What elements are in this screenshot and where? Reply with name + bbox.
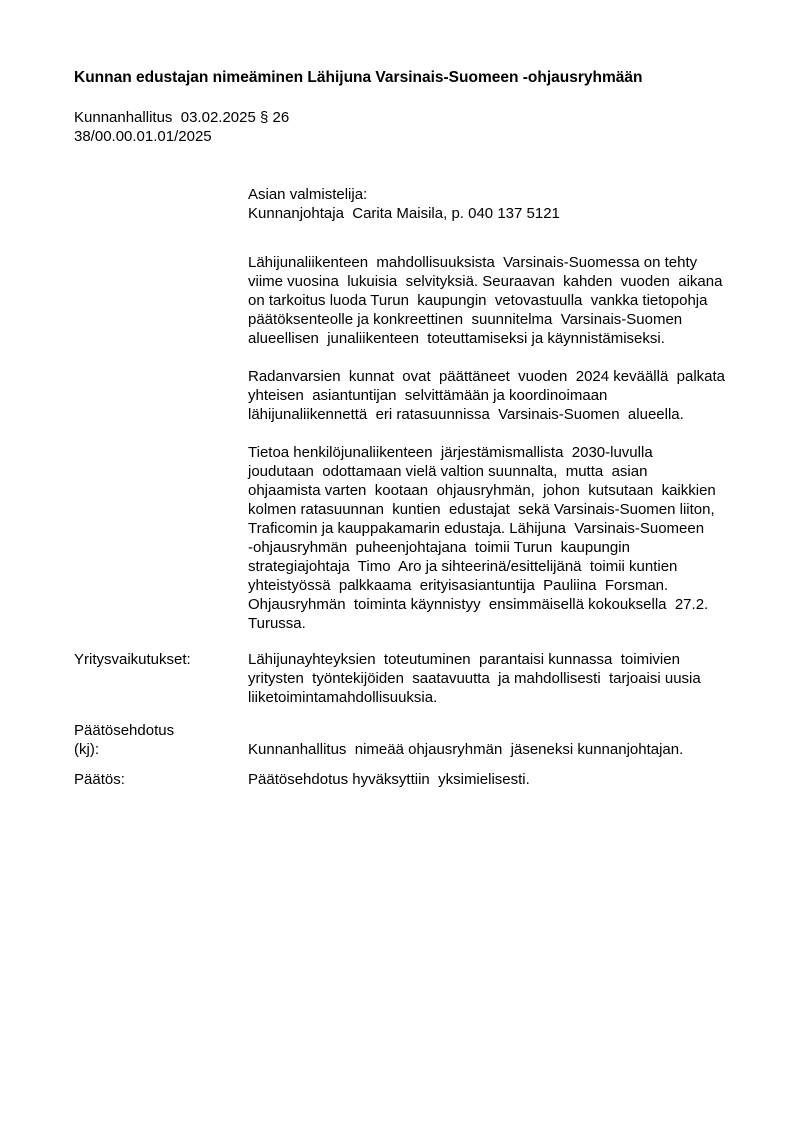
text-line: Traficomin ja kauppakamarin edustaja. Lähijuna Varsinais-Suomeen xyxy=(248,520,705,537)
text-line: -ohjausryhmän puheenjohtajana toimii Turun kaupungin xyxy=(248,539,630,556)
business-impact-label: Yritysvaikutukset: xyxy=(74,651,191,668)
text-line: yhteisen asiantuntijan selvittämään ja koordinoimaan xyxy=(248,387,608,404)
document-meta xyxy=(74,108,794,146)
body-paragraph-1 xyxy=(74,253,794,348)
text-line: Radanvarsien kunnat ovat päättäneet vuoden 2024 keväällä palkata xyxy=(248,368,726,385)
preparer-section xyxy=(74,185,794,223)
preparer-info xyxy=(248,185,720,223)
text-line: joudutaan odottamaan vielä valtion suunnalta, mutta asian xyxy=(248,463,648,480)
text-line: yritysten työntekijöiden saatavuutta ja mahdollisesti tarjoaisi uusia xyxy=(248,670,701,687)
decision-proposal-label xyxy=(74,721,248,759)
text-line: lähijunaliikennettä eri ratasuunnissa Varsinais-Suomen alueella. xyxy=(248,406,684,423)
decision-label: Päätös: xyxy=(74,771,125,788)
text-line: päätöksenteolle ja konkreettinen suunnitelma Varsinais-Suomen xyxy=(248,311,683,328)
body-paragraph-3 xyxy=(74,443,794,633)
text-line: yhteistyössä palkkaama erityisasiantuntija Pauliina Forsman. xyxy=(248,577,669,594)
text-line: Kunnanjohtaja Carita Maisila, p. 040 137 5121 xyxy=(248,205,560,222)
paragraph-text xyxy=(248,367,726,424)
text-line: on tarkoitus luoda Turun kaupungin vetovastuulla vankka tietopohja xyxy=(248,292,708,309)
text-line: Ohjausryhmän toiminta käynnistyy ensimmäisellä kokouksella 27.2. xyxy=(248,596,709,613)
text-line: 38/00.00.01.01/2025 xyxy=(74,128,212,145)
text-line: Lähijunayhteyksien toteutuminen parantaisi kunnassa toimivien xyxy=(248,651,680,668)
decision-text xyxy=(248,770,720,789)
text-line: Kunnanhallitus nimeää ohjausryhmän jäseneksi kunnanjohtajan. xyxy=(248,741,684,758)
text-line: viime vuosina lukuisia selvityksiä. Seuraavan kahden vuoden aikana xyxy=(248,273,723,290)
text-line: alueellisen junaliikenteen toteuttamiseksi ja käynnistämiseksi. xyxy=(248,330,665,347)
text-line: ohjaamista varten kootaan ohjausryhmän, johon kutsutaan kaikkien xyxy=(248,482,716,499)
business-impact-text xyxy=(248,650,720,707)
paragraph-text xyxy=(248,253,723,348)
text-line: Päätösehdotus xyxy=(74,722,175,739)
text-line: Tietoa henkilöjunaliikenteen järjestämismallista 2030-luvulla xyxy=(248,444,653,461)
paragraph-text xyxy=(248,443,720,633)
document-title: Kunnan edustajan nimeäminen Lähijuna Varsinais-Suomeen -ohjausryhmään xyxy=(74,69,643,86)
body-paragraph-2 xyxy=(74,367,794,424)
text-line: Turussa. xyxy=(248,615,306,632)
decision-section xyxy=(74,770,794,789)
text-line: kolmen ratasuunnan kuntien edustajat sekä Varsinais-Suomen liiton, xyxy=(248,501,715,518)
text-line: strategiajohtaja Timo Aro ja sihteerinä/esittelijänä toimii kuntien xyxy=(248,558,678,575)
text-line: Lähijunaliikenteen mahdollisuuksista Varsinais-Suomessa on tehty xyxy=(248,254,698,271)
decision-proposal-section xyxy=(74,721,794,759)
text-line: Asian valmistelija: xyxy=(248,186,368,203)
text-line: Kunnanhallitus 03.02.2025 § 26 xyxy=(74,109,290,126)
business-impact-section xyxy=(74,650,794,707)
text-line: Päätösehdotus hyväksyttiin yksimielisesti. xyxy=(248,771,530,788)
text-line: liiketoimintamahdollisuuksia. xyxy=(248,689,438,706)
text-line: (kj): xyxy=(74,741,99,758)
decision-proposal-text xyxy=(248,721,720,759)
